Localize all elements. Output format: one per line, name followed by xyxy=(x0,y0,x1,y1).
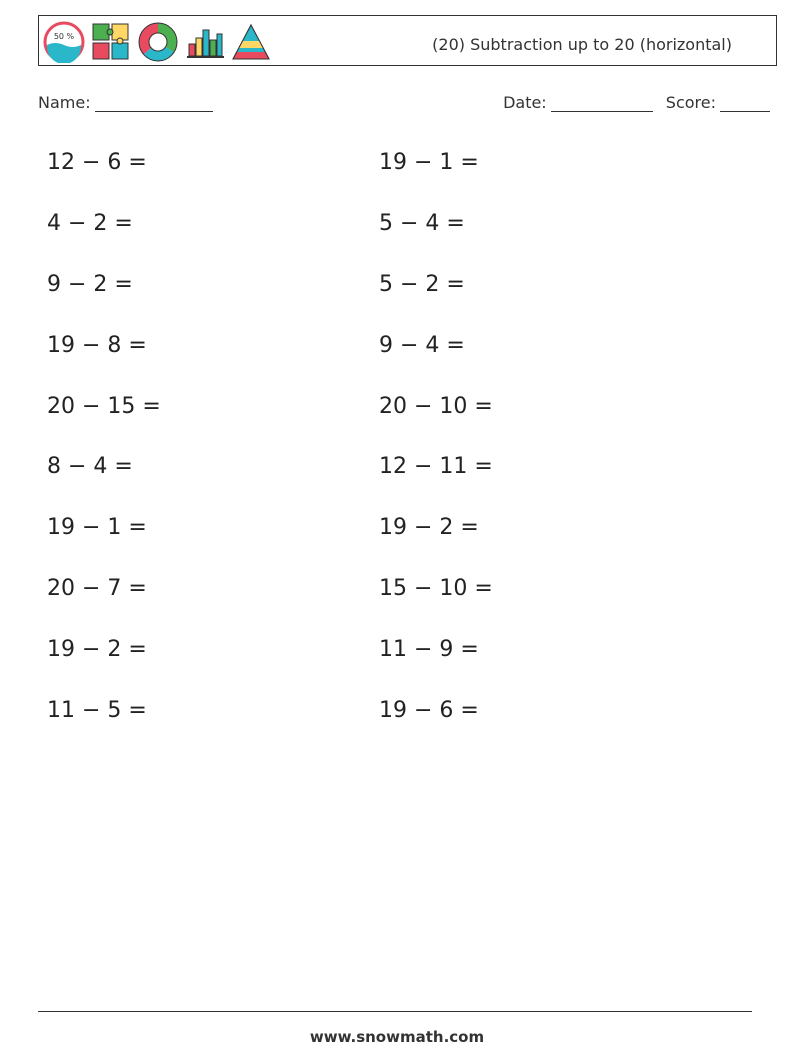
puzzle-icon xyxy=(91,22,131,62)
problem-left-3: 9 − 2 = xyxy=(47,272,133,297)
problem-right-6: 12 − 11 = xyxy=(379,454,493,479)
problem-left-6: 8 − 4 = xyxy=(47,454,133,479)
date-blank-line[interactable] xyxy=(551,95,653,112)
score-label: Score: xyxy=(665,93,716,112)
problem-left-5: 20 − 15 = xyxy=(47,394,161,419)
footer-site[interactable]: www.snowmath.com xyxy=(309,1028,485,1046)
worksheet-header xyxy=(38,15,777,66)
problem-left-8: 20 − 7 = xyxy=(47,576,147,601)
problem-right-3: 5 − 2 = xyxy=(379,272,465,297)
problem-right-8: 15 − 10 = xyxy=(379,576,493,601)
header-icons xyxy=(43,20,271,64)
problem-left-10: 11 − 5 = xyxy=(47,698,147,723)
donut-chart-icon xyxy=(137,21,179,63)
date-label: Date: xyxy=(503,93,547,112)
problem-right-5: 20 − 10 = xyxy=(379,394,493,419)
date-score-fields xyxy=(503,93,770,112)
footer-divider xyxy=(38,1011,752,1012)
problem-right-10: 19 − 6 = xyxy=(379,698,479,723)
percent-circle-icon xyxy=(43,21,85,63)
name-blank-line[interactable] xyxy=(95,95,213,112)
problem-left-2: 4 − 2 = xyxy=(47,211,133,236)
name-label: Name: xyxy=(38,93,91,112)
problem-left-9: 19 − 2 = xyxy=(47,637,147,662)
worksheet-title: (20) Subtraction up to 20 (horizontal) xyxy=(432,35,732,54)
problem-right-1: 19 − 1 = xyxy=(379,150,479,175)
problem-right-7: 19 − 2 = xyxy=(379,515,479,540)
pyramid-icon xyxy=(231,22,271,62)
problem-left-7: 19 − 1 = xyxy=(47,515,147,540)
bar-chart-icon xyxy=(185,22,225,62)
svg-text:50 %: 50 % xyxy=(53,32,75,41)
problem-right-9: 11 − 9 = xyxy=(379,637,479,662)
problem-left-4: 19 − 8 = xyxy=(47,333,147,358)
problem-left-1: 12 − 6 = xyxy=(47,150,147,175)
problem-right-2: 5 − 4 = xyxy=(379,211,465,236)
problem-right-4: 9 − 4 = xyxy=(379,333,465,358)
score-blank-line[interactable] xyxy=(720,95,770,112)
name-field xyxy=(38,93,213,112)
